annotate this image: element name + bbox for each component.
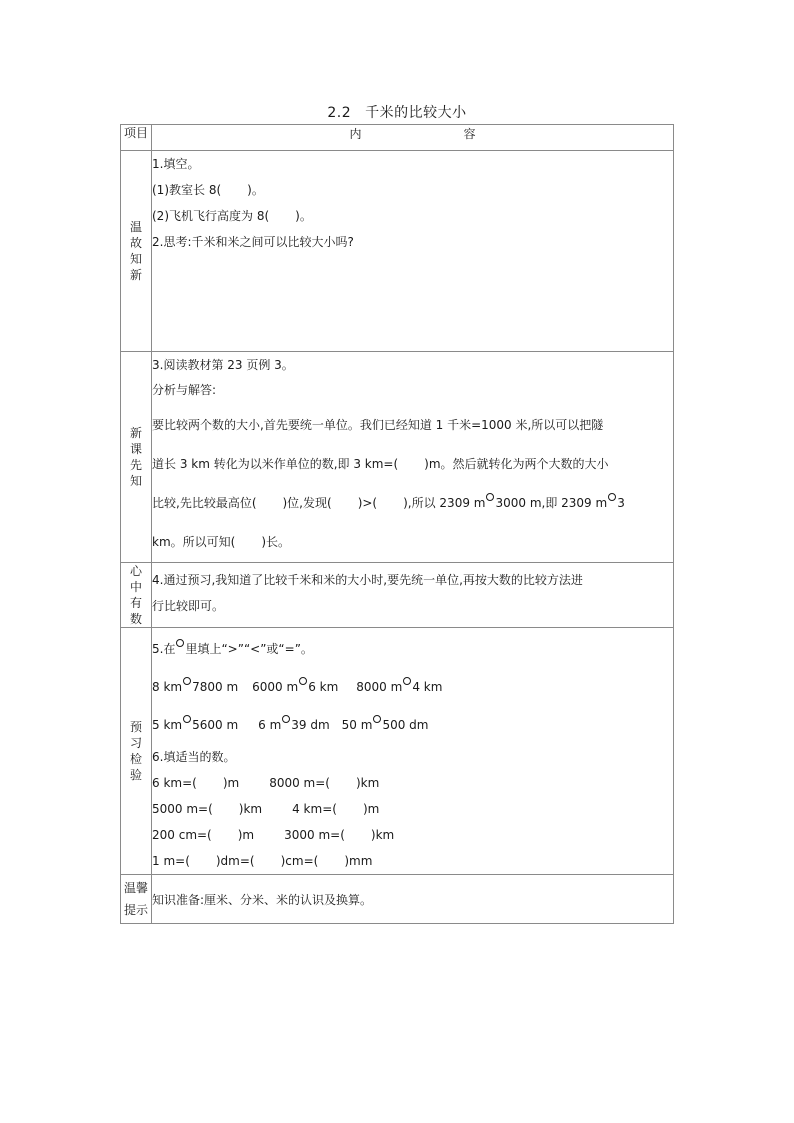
review-label-cell — [121, 151, 152, 352]
fill-text: 200 cm=( — [152, 828, 212, 842]
preview-p3-c: )>( — [357, 496, 378, 510]
compare-circle-icon[interactable] — [183, 677, 191, 685]
compare-circle-icon[interactable] — [183, 715, 191, 723]
check-q5-pre: 5.在 — [152, 642, 176, 656]
review-q1a-text: (1)教室长 8( — [152, 183, 222, 197]
compare-circle-icon[interactable] — [373, 715, 381, 723]
table-header-row — [121, 125, 674, 151]
section-number: 2.2 — [327, 105, 352, 121]
compare-right: 6 km — [308, 680, 339, 694]
review-q1a-end: )。 — [247, 183, 264, 197]
mind-label: 心中有数 — [129, 564, 142, 626]
preview-content — [152, 352, 674, 563]
fill-text: )m — [222, 776, 240, 790]
mind-label-cell — [121, 563, 152, 628]
check-content — [152, 628, 674, 875]
preview-p3-e: 3000 m,即 2309 m — [495, 496, 608, 510]
review-q1a — [152, 177, 673, 203]
check-q5-post: 里填上“>”“<”或“=”。 — [185, 642, 313, 656]
compare-left: 8 km — [152, 680, 183, 694]
compare-right: 39 dm — [291, 718, 330, 732]
fill-text: 8000 m=( — [269, 776, 330, 790]
fill-text: )m — [237, 828, 255, 842]
fill-row-1 — [152, 770, 673, 796]
preview-p1: 要比较两个数的大小,首先要统一单位。我们已经知道 1 千米=1000 米,所以可以把隧 — [152, 418, 604, 432]
fill-text: 3000 m=( — [284, 828, 345, 842]
tip-label-cell — [121, 875, 152, 924]
page-title — [0, 102, 794, 122]
fill-text: 5000 m=( — [152, 802, 213, 816]
fill-row-3 — [152, 822, 673, 848]
preview-p2 — [152, 445, 673, 484]
tip-row — [121, 875, 674, 924]
compare-circle-icon[interactable] — [608, 493, 616, 501]
compare-right: 5600 m — [192, 718, 239, 732]
compare-left: 8000 m — [356, 680, 403, 694]
preview-analysis: 分析与解答: — [152, 383, 217, 397]
preview-label-cell — [121, 352, 152, 563]
review-q1: 1.填空。 — [152, 157, 200, 171]
preview-row — [121, 352, 674, 563]
check-row — [121, 628, 674, 875]
preview-p4-a: km。所以可知( — [152, 535, 236, 549]
review-q1b-text: (2)飞机飞行高度为 8( — [152, 209, 270, 223]
compare-left: 5 km — [152, 718, 183, 732]
preview-p3-b: )位,发现( — [282, 496, 332, 510]
tip-label: 温馨提示 — [123, 881, 148, 917]
header-item: 项目 — [121, 125, 152, 151]
mind-content — [152, 563, 674, 628]
fill-text: )cm=( — [280, 854, 319, 868]
check-label: 预习检验 — [129, 720, 142, 782]
compare-right: 4 km — [412, 680, 443, 694]
review-q1b — [152, 203, 673, 229]
preview-p4-b: )长。 — [261, 535, 291, 549]
check-label-cell — [121, 628, 152, 875]
preview-label: 新课先知 — [129, 426, 142, 488]
preview-p3-f: 3 — [617, 496, 625, 510]
tip-text: 知识准备:厘米、分米、米的认识及换算。 — [152, 892, 373, 907]
preview-p2-end: )m。然后就转化为两个大数的大小 — [424, 457, 609, 471]
section-title: 千米的比较大小 — [365, 105, 467, 121]
check-q6: 6.填适当的数。 — [152, 750, 236, 764]
tip-content — [152, 875, 674, 924]
compare-left: 6 m — [258, 718, 282, 732]
fill-text: )mm — [344, 854, 373, 868]
compare-right: 7800 m — [192, 680, 239, 694]
review-row — [121, 151, 674, 352]
compare-left: 6000 m — [252, 680, 299, 694]
preview-p3-a: 比较,先比较最高位( — [152, 496, 257, 510]
circle-icon — [176, 639, 184, 647]
fill-text: 1 m=( — [152, 854, 190, 868]
preview-p2-text: 道长 3 km 转化为以米作单位的数,即 3 km=( — [152, 457, 399, 471]
fill-text: 6 km=( — [152, 776, 197, 790]
review-q2: 2.思考:千米和米之间可以比较大小吗? — [152, 235, 354, 249]
mind-p2: 行比较即可。 — [152, 599, 225, 613]
fill-text: )dm=( — [215, 854, 255, 868]
compare-circle-icon[interactable] — [486, 493, 494, 501]
compare-right: 500 dm — [382, 718, 429, 732]
fill-text: )km — [370, 828, 395, 842]
worksheet-table — [120, 124, 674, 924]
fill-row-4 — [152, 848, 673, 874]
compare-circle-icon[interactable] — [299, 677, 307, 685]
preview-p3-d: ),所以 2309 m — [403, 496, 486, 510]
review-q1b-end: )。 — [295, 209, 312, 223]
check-q5 — [152, 634, 673, 664]
compare-row-2 — [152, 706, 673, 744]
mind-row — [121, 563, 674, 628]
compare-circle-icon[interactable] — [403, 677, 411, 685]
header-content: 内 容 — [152, 125, 674, 151]
review-label: 温故知新 — [129, 220, 142, 282]
fill-text: )m — [362, 802, 380, 816]
fill-text: )km — [355, 776, 380, 790]
fill-row-2 — [152, 796, 673, 822]
preview-q3: 3.阅读教材第 23 页例 3。 — [152, 358, 294, 372]
compare-circle-icon[interactable] — [282, 715, 290, 723]
preview-p3 — [152, 484, 673, 523]
compare-row-1 — [152, 664, 673, 706]
compare-left: 50 m — [341, 718, 373, 732]
preview-p4 — [152, 523, 673, 562]
fill-text: )km — [238, 802, 263, 816]
review-content — [152, 151, 674, 352]
fill-text: 4 km=( — [292, 802, 337, 816]
mind-p1: 4.通过预习,我知道了比较千米和米的大小时,要先统一单位,再按大数的比较方法进 — [152, 573, 583, 587]
